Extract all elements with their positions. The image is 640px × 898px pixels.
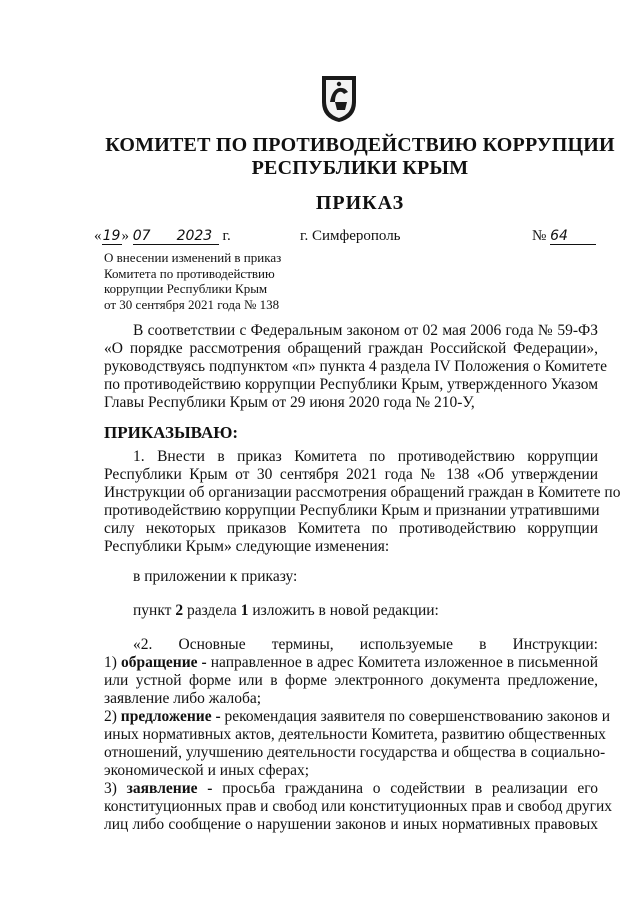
terms-intro: «2. Основные термины, используемые в Инструкции:	[133, 636, 598, 653]
item1-line: Республики Крым от 30 сентября 2021 года № 138 «Об утверждении	[104, 466, 598, 483]
point-line: пункт 2 раздела 1 изложить в новой редакции:	[133, 602, 439, 619]
term-2-line: иных нормативных актов, деятельности Комитета, развитию общественных	[104, 726, 606, 743]
item1-line: Инструкции об организации рассмотрения обращений граждан в Комитете по	[104, 484, 621, 501]
item1-line: Республики Крым» следующие изменения:	[104, 538, 390, 555]
preamble-line: руководствуясь подпунктом «п» пункта 4 раздела IV Положения о Комитете	[104, 358, 608, 375]
term-3-line: лиц либо сообщение о нарушении законов и иных нормативных правовых	[104, 816, 598, 833]
item1-line: силу некоторых приказов Комитета по противодействию коррупции	[104, 520, 598, 537]
document-type-title: ПРИКАЗ	[315, 192, 405, 214]
organization-name-line1: КОМИТЕТ ПО ПРОТИВОДЕЙСТВИЮ КОРРУПЦИИ	[105, 134, 615, 156]
term-1-line: 1) обращение - направленное в адрес Комитета изложенное в письменной	[104, 654, 599, 671]
item1-line: противодействию коррупции Республики Крым и признании утратившими	[104, 502, 600, 519]
order-month-year: 07 2023	[133, 228, 219, 245]
order-number: № 64	[532, 228, 596, 245]
term-2-line: отношений, улучшению деятельности государства и общества в социально-	[104, 744, 606, 761]
order-day: 19	[102, 228, 121, 244]
term-1-line: заявление либо жалоба;	[104, 690, 262, 707]
preamble-line: Главы Республики Крым от 29 июня 2020 года № 210-У,	[104, 394, 475, 411]
preamble-line: В соответствии с Федеральным законом от 02 мая 2006 года № 59-ФЗ	[133, 322, 598, 339]
order-city: г. Симферополь	[300, 228, 401, 244]
preamble-line: «О порядке рассмотрения обращений граждан Российской Федерации»,	[104, 340, 598, 357]
order-number-value: 64	[550, 228, 596, 245]
crimea-coat-of-arms-icon	[318, 72, 360, 124]
term-3-line: конституционных прав и свобод или конституционных прав и свобод других	[104, 798, 612, 815]
item1-line: 1. Внести в приказ Комитета по противодействию коррупции	[133, 448, 598, 465]
term-2-line: экономической и иных сферах;	[104, 762, 310, 779]
preamble-line: по противодействию коррупции Республики Крым, утвержденного Указом	[104, 376, 599, 393]
term-1-line: или устной форме или в форме электронного документа предложение,	[104, 672, 598, 689]
order-subject: О внесении изменений в приказ Комитета по противодействию коррупции Республики Крым от 30 сентября 2021 года № 138	[104, 250, 282, 312]
term-3-line: 3) заявление - просьба гражданина о содействии в реализации его	[104, 780, 598, 797]
term-2-line: 2) предложение - рекомендация заявителя по совершенствованию законов и	[104, 708, 611, 725]
annex-line: в приложении к приказу:	[133, 568, 298, 585]
order-date: «19» 07 2023 г.	[94, 228, 231, 244]
order-heading: ПРИКАЗЫВАЮ:	[104, 423, 239, 442]
organization-name-line2: РЕСПУБЛИКИ КРЫМ	[251, 157, 469, 179]
